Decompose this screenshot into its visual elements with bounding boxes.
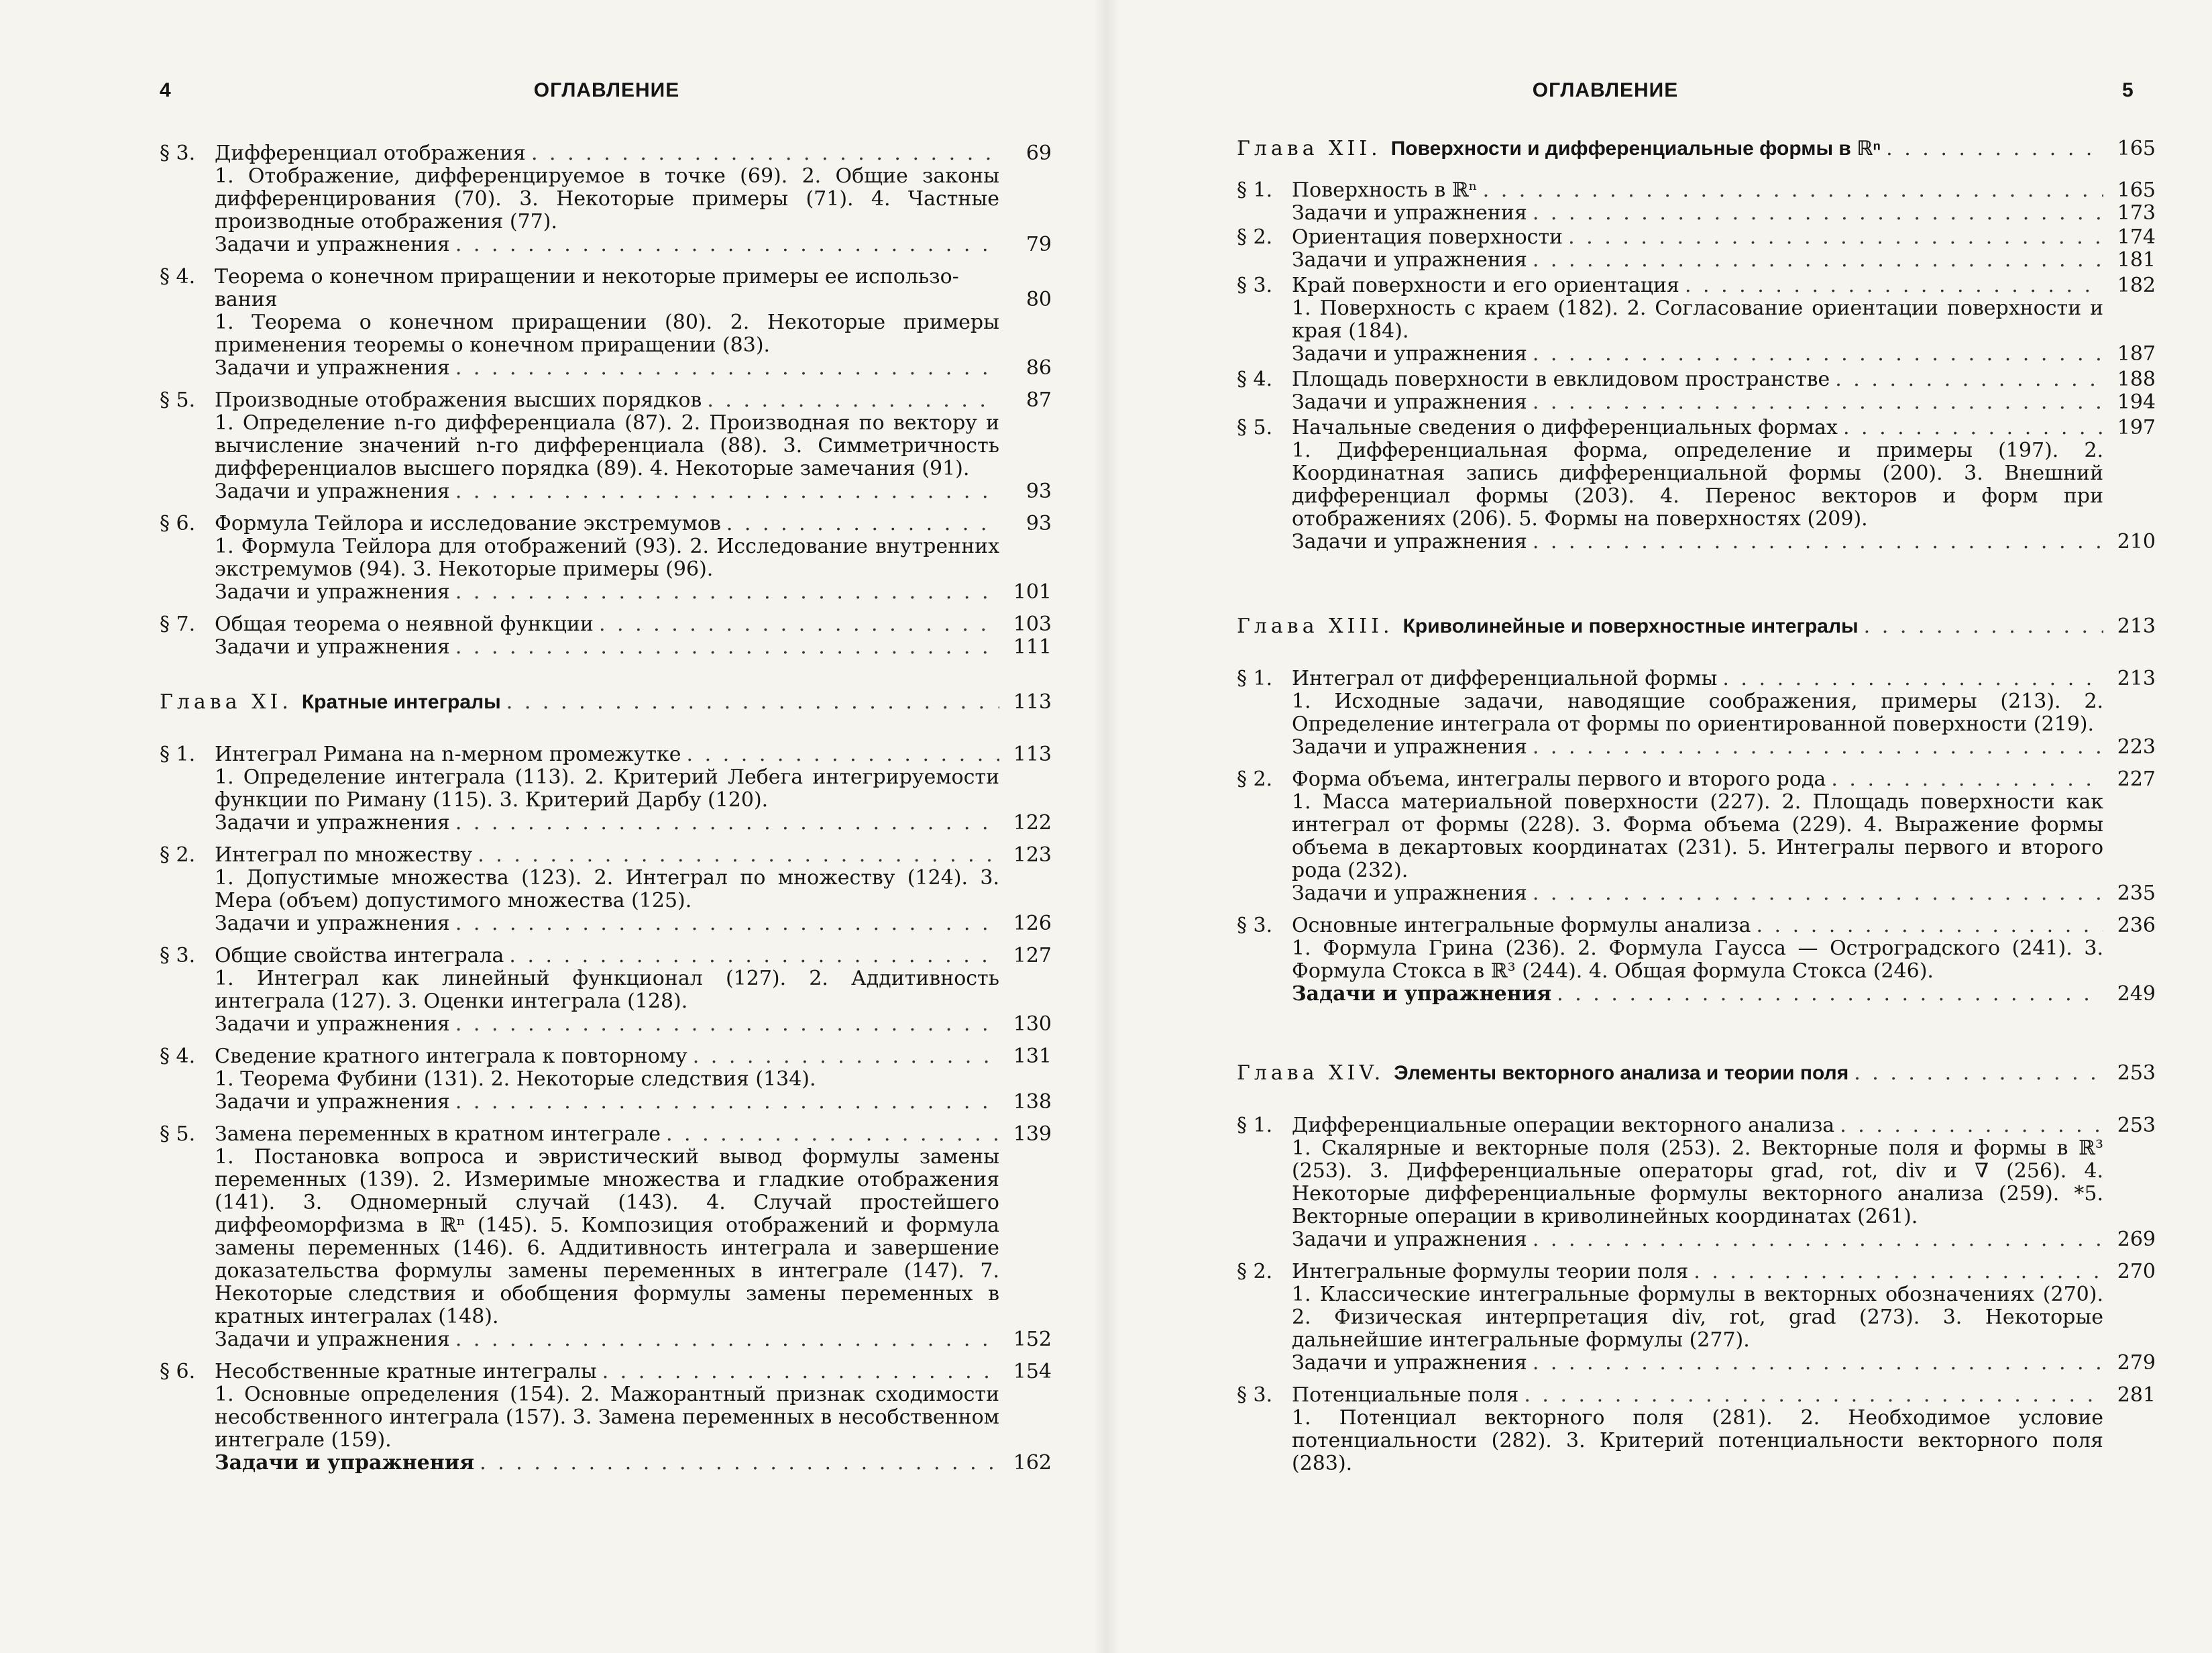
subsection-list: 1. Постановка вопроса и эвристический вывод формулы замены переменных (139). 2. Измеримые множества и гладкие отображения (141). 3. Одномерный случай (143). 4. Случай простейшего диффеоморфизма в ℝⁿ (145). 5. Композиция отображений и формула замены переменных (146). 6. Аддитивность интеграла и завершение доказательства формулы замены переменных в интеграле (147). 7. Некоторые следствия и обобщения формулы замены переменных в кратных интегралах (148). [215,1145,999,1328]
subsection-list: 1. Формула Тейлора для отображений (93). 2. Исследование внутренних экстремумов (94). 3. Некоторые примеры (96). [215,535,999,581]
left-page-number: 4 [160,79,172,101]
exercises-label[interactable]: Задачи и упражнения [215,811,450,835]
section-title[interactable]: Несобственные кратные интегралы [215,1360,597,1383]
exercises-label[interactable]: Задачи и упражнения [215,1090,450,1114]
section-label: § 1. [1237,667,1273,690]
exercises-label[interactable]: Задачи и упражнения [1292,530,1527,553]
page-ref: 181 [2117,248,2156,272]
page-ref: 139 [1013,1122,1052,1146]
exercises-label[interactable]: Задачи и упражнения [1292,982,1552,1006]
section-label: § 2. [160,843,196,867]
section-label: § 6. [160,1360,196,1383]
page-ref: 213 [2117,667,2156,690]
page-ref: 165 [2117,178,2156,202]
right-page-number: 5 [2122,79,2134,101]
section-title[interactable]: Начальные сведения о дифференциальных формах [1292,416,1838,439]
toc-entry [160,513,1052,604]
subsection-list: 1. Теорема Фубини (131). 2. Некоторые следствия (134). [215,1067,816,1091]
section-label: § 2. [1237,1260,1273,1283]
page-ref: 235 [2117,882,2156,905]
page-ref: 111 [1013,635,1052,659]
page-ref: 101 [1013,580,1052,604]
page-ref: 279 [2117,1351,2156,1375]
page-ref: 281 [2117,1383,2156,1407]
section-label: § 5. [160,388,196,412]
subsection-list: 1. Исходные задачи, наводящие соображения, примеры (213). 2. Определение интеграла от формы по ориентированной поверхности (219). [1292,690,2103,736]
chapter-title[interactable]: Поверхности и дифференциальные формы в ℝⁿ [1390,138,1881,160]
toc-entry [1237,1261,2156,1375]
section-label: § 1. [1237,178,1273,202]
page-ref: 93 [1026,512,1052,535]
page-ref: 173 [2117,201,2156,225]
section-title[interactable]: Интегральные формулы теории поля [1292,1260,1689,1283]
section-title[interactable]: Замена переменных в кратном интеграле [215,1122,661,1146]
page-ref: 103 [1013,612,1052,636]
subsection-list: 1. Классические интегральные формулы в векторных обозначениях (270). 2. Физическая интерпретация div, rot, grad (273). 3. Некоторые дальнейшие интегральные формулы (277). [1292,1283,2103,1352]
page-ref: 165 [2117,137,2156,160]
chapter-label: Глава XIII. [1237,615,1394,638]
toc-entry [1237,668,2156,759]
toc-entry [1237,417,2156,553]
exercises-label[interactable]: Задачи и упражнения [215,233,450,256]
section-label: § 5. [1237,416,1273,439]
section-title[interactable]: Потенциальные поля [1292,1383,1519,1407]
page-ref: 187 [2117,342,2156,366]
page-ref: 162 [1013,1451,1052,1475]
page-ref: 126 [1013,912,1052,935]
section-title[interactable]: Площадь поверхности в евклидовом пространстве [1292,368,1830,391]
section-title[interactable]: Сведение кратного интеграла к повторному [215,1045,687,1068]
page-ref: 174 [2117,225,2156,249]
section-label: § 3. [160,944,196,967]
right-header-title: ОГЛАВЛЕНИЕ [1532,79,1679,101]
page-ref: 131 [1013,1045,1052,1068]
toc-entry [1237,768,2156,905]
toc-entry [160,142,1052,256]
section-label: § 4. [1237,368,1273,391]
subsection-list: 1. Поверхность с краем (182). 2. Согласование ориентации поверхности и края (184). [1292,297,2103,343]
exercises-label[interactable]: Задачи и упражнения [215,356,450,380]
toc-entry [160,945,1052,1036]
section-title[interactable]: Дифференциал отображения [215,142,526,165]
right-page [1106,0,2212,1653]
toc-entry [160,1045,1052,1114]
toc-entry [160,743,1052,835]
page-ref: 210 [2117,530,2156,553]
chapter-heading [1237,615,2156,638]
page-ref: 227 [2117,767,2156,791]
page-ref: 138 [1013,1090,1052,1114]
section-title[interactable]: Интеграл по множеству [215,843,473,867]
page-ref: 123 [1013,843,1052,867]
exercises-label[interactable]: Задачи и упражнения [215,1012,450,1036]
subsection-list: 1. Масса материальной поверхности (227). 2. Площадь поверхности как интеграл от формы (228). 3. Форма объема (229). 4. Выражение формы объема в декартовых координатах (231). 5. Интегралы первого и второго рода (232). [1292,790,2103,882]
exercises-label[interactable]: Задачи и упражнения [1292,882,1527,905]
page-ref: 127 [1013,944,1052,967]
left-toc [160,142,1052,1484]
subsection-list: 1. Допустимые множества (123). 2. Интеграл по множеству (124). 3. Мера (объем) допустимого множества (125). [215,866,999,912]
subsection-list: 1. Основные определения (154). 2. Мажорантный признак сходимости несобственного интеграла (157). 3. Замена переменных в несобственном интеграле (159). [215,1383,999,1452]
exercises-label[interactable]: Задачи и упражнения [1292,1228,1527,1251]
chapter-label: Глава XII. [1237,137,1382,160]
page-ref: 253 [2117,1114,2156,1137]
subsection-list: 1. Отображение, дифференцируемое в точке (69). 2. Общие законы дифференцирования (70). 3. Некоторые примеры (71). 4. Частные производные отображения (77). [215,164,999,233]
chapter-heading [1237,138,2156,160]
page-ref: 113 [1013,743,1052,766]
section-label: § 3. [1237,274,1273,297]
exercises-label[interactable]: Задачи и упражнения [1292,390,1527,414]
subsection-list: 1. Потенциал векторного поля (281). 2. Необходимое условие потенциальности (282). 3. Критерий потенциальности векторного поля (283). [1292,1406,2103,1475]
section-label: § 2. [1237,225,1273,249]
subsection-list: 1. Скалярные и векторные поля (253). 2. Векторные поля и формы в ℝ³ (253). 3. Дифференциальные операторы grad, rot, div и ∇ (256). 4. Некоторые дифференциальные формулы векторного анализа (259). *5. Векторные операции в криволинейных координатах (261). [1292,1136,2103,1228]
toc-entry [1237,179,2156,225]
page-ref: 197 [2117,416,2156,439]
toc-entry [1237,1384,2156,1475]
section-title[interactable]: Интеграл от дифференциальной формы [1292,667,1718,690]
chapter-label: Глава XI. [160,690,292,714]
section-title[interactable]: Дифференциальные операции векторного анализа [1292,1114,1835,1137]
page-ref: 182 [2117,274,2156,297]
section-label: § 4. [160,265,196,288]
section-title[interactable]: Общая теорема о неявной функции [215,612,594,636]
toc-entry [1237,1114,2156,1251]
section-title[interactable]: Производные отображения высших порядков [215,388,702,412]
chapter-title[interactable]: Элементы векторного анализа и теории поля [1394,1062,1849,1084]
page-ref: 249 [2117,982,2156,1006]
toc-entry [1237,368,2156,414]
page-ref: 223 [2117,735,2156,759]
exercises-label[interactable]: Задачи и упражнения [1292,201,1527,225]
exercises-label[interactable]: Задачи и упражнения [215,635,450,659]
section-label: § 5. [160,1122,196,1146]
exercises-label[interactable]: Задачи и упражнения [215,1328,450,1351]
exercises-label[interactable]: Задачи и упражнения [1292,248,1527,272]
page-ref: 152 [1013,1328,1052,1351]
chapter-title[interactable]: Кратные интегралы [301,691,501,713]
exercises-label[interactable]: Задачи и упражнения [1292,1351,1527,1375]
section-title[interactable]: Основные интегральные формулы анализа [1292,914,1751,937]
subsection-list: 1. Интеграл как линейный функционал (127). 2. Аддитивность интеграла (127). 3. Оценки интеграла (128). [215,967,999,1013]
page-ref: 86 [1026,356,1052,380]
toc-entry [160,389,1052,503]
page-ref: 93 [1026,480,1052,503]
section-title[interactable]: Интеграл Римана на n-мерном промежутке [215,743,681,766]
page-ref: 122 [1013,811,1052,835]
section-label: § 3. [1237,914,1273,937]
exercises-label[interactable]: Задачи и упражнения [215,912,450,935]
page-ref: 236 [2117,914,2156,937]
page-ref: 80 [1026,288,1052,311]
chapter-heading [1237,1062,2156,1085]
page-ref: 269 [2117,1228,2156,1251]
subsection-list: 1. Дифференциальная форма, определение и примеры (197). 2. Координатная запись дифференциальной формы (200). 3. Внешний дифференциал формы (203). 4. Перенос векторов и форм при отображениях (206). 5. Формы на поверхностях (209). [1292,439,2103,531]
section-label: § 4. [160,1045,196,1068]
exercises-label[interactable]: Задачи и упражнения [1292,342,1527,366]
right-toc [1237,138,2156,1485]
subsection-list: 1. Определение n-го дифференциала (87). 2. Производная по вектору и вычисление значений n-го дифференциала (88). 3. Симметричность дифференциалов высшего порядка (89). 4. Некоторые замечания (91). [215,411,999,480]
section-title[interactable]: Формула Тейлора и исследование экстремумов [215,512,721,535]
page-ref: 113 [1013,690,1052,714]
exercises-label[interactable]: Задачи и упражнения [215,1451,475,1475]
page-ref: 87 [1026,388,1052,412]
toc-entry [1237,226,2156,272]
toc-entry [160,1361,1052,1475]
exercises-label[interactable]: Задачи и упражнения [215,580,450,604]
page-ref: 79 [1026,233,1052,256]
section-label: § 2. [1237,767,1273,791]
section-title[interactable]: Форма объема, интегралы первого и второго рода [1292,767,1826,791]
toc-entry [160,844,1052,935]
page-ref: 253 [2117,1061,2156,1085]
page-ref: 69 [1026,142,1052,165]
section-title[interactable]: Поверхность в ℝⁿ [1292,178,1478,202]
section-title-cont[interactable]: вания [215,288,278,311]
section-label: § 1. [160,743,196,766]
section-label: § 6. [160,512,196,535]
section-title[interactable]: Теорема о конечном приращении и некоторые примеры ее использо- [215,265,959,288]
section-label: § 3. [1237,1383,1273,1407]
section-label: § 3. [160,142,196,165]
subsection-list: 1. Определение интеграла (113). 2. Критерий Лебега интегрируемости функции по Риману (115). 3. Критерий Дарбу (120). [215,765,999,812]
exercises-label[interactable]: Задачи и упражнения [215,480,450,503]
toc-entry [160,1123,1052,1351]
section-label: § 7. [160,612,196,636]
page-ref: 213 [2117,615,2156,638]
toc-entry [1237,914,2156,1006]
page-ref: 270 [2117,1260,2156,1283]
page-ref: 154 [1013,1360,1052,1383]
chapter-label: Глава XIV. [1237,1061,1385,1085]
subsection-list: 1. Теорема о конечном приращении (80). 2. Некоторые примеры применения теоремы о конечном приращении (83). [215,311,999,357]
page-ref: 188 [2117,368,2156,391]
exercises-label[interactable]: Задачи и упражнения [1292,735,1527,759]
page-ref: 130 [1013,1012,1052,1036]
toc-entry [160,613,1052,659]
page-ref: 194 [2117,390,2156,414]
section-label: § 1. [1237,1114,1273,1137]
chapter-title[interactable]: Криволинейные и поверхностные интегралы [1402,615,1859,637]
toc-entry [1237,274,2156,366]
toc-entry [160,266,1052,380]
left-header-title: ОГЛАВЛЕНИЕ [533,79,680,101]
section-title[interactable]: Ориентация поверхности [1292,225,1563,249]
section-title[interactable]: Общие свойства интеграла [215,944,504,967]
section-title[interactable]: Край поверхности и его ориентация [1292,274,1679,297]
chapter-heading [160,691,1052,714]
subsection-list: 1. Формула Грина (236). 2. Формула Гаусса — Остроградского (241). 3. Формула Стокса в ℝ³ (244). 4. Общая формула Стокса (246). [1292,937,2103,983]
